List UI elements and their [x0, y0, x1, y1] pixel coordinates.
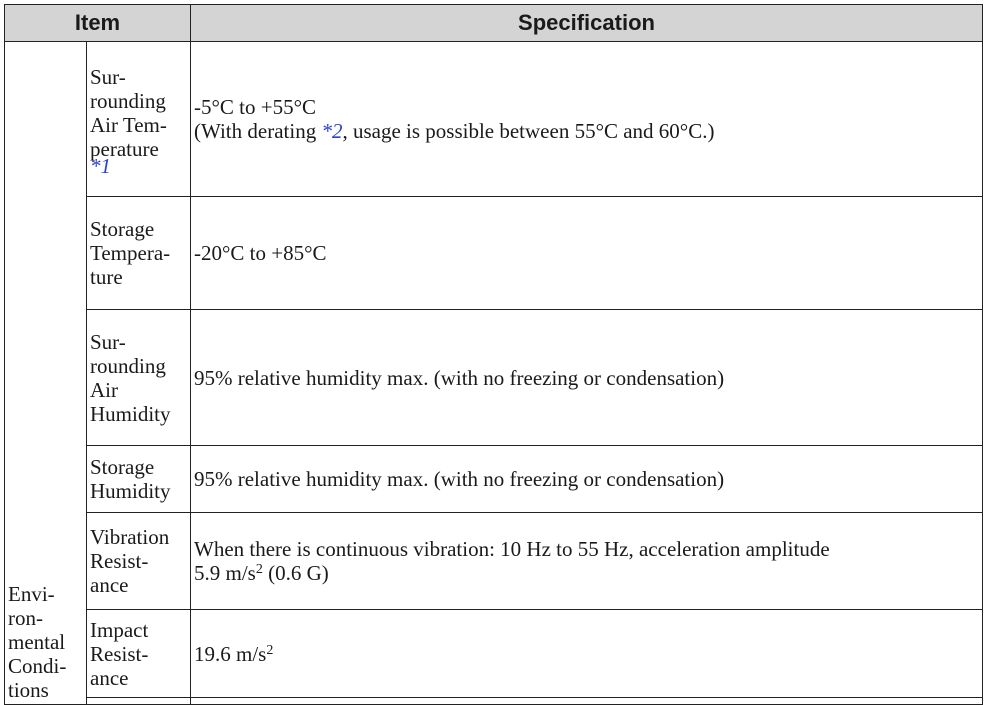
specification-table — [4, 4, 983, 705]
header-row — [5, 5, 983, 42]
table-row — [5, 197, 983, 310]
spec-surrounding-air-humidity: 95% relative humidity max. (with no freezing or condensation) — [191, 310, 983, 446]
header-item: Item — [5, 5, 191, 42]
header-specification: Specification — [191, 5, 983, 42]
spec-storage-temperature: -20°C to +85°C — [191, 197, 983, 310]
table-row — [5, 42, 983, 197]
table-row-continuation — [5, 698, 983, 705]
spec-vibration-resistance: When there is continuous vibration: 10 Hz to 55 Hz, acceleration amplitude 5.9 $m/s^2$ (0.6 G) — [191, 513, 983, 610]
group-environmental-conditions: Envi- ron- mental Condi- tions — [5, 42, 87, 705]
table-row — [5, 610, 983, 698]
item-storage-temperature: Storage Tempera- ture — [87, 197, 191, 310]
item-surrounding-air-temperature: Sur- rounding Air Tem- perature *1 — [87, 42, 191, 197]
table-row — [5, 513, 983, 610]
item-storage-humidity: Storage Humidity — [87, 446, 191, 513]
item-impact-resistance: Impact Resist- ance — [87, 610, 191, 698]
spec-surrounding-air-temperature: -5°C to +55°C (With derating *2, usage is possible between 55°C and 60°C.) — [191, 42, 983, 197]
footnote-link-2[interactable]: *2 — [321, 119, 343, 143]
item-vibration-resistance: Vibration Resist- ance — [87, 513, 191, 610]
spec-impact-resistance: 19.6 $m/s^2$ — [191, 610, 983, 698]
table-row — [5, 446, 983, 513]
item-surrounding-air-humidity: Sur- rounding Air Humidity — [87, 310, 191, 446]
footnote-link-1[interactable]: *1 — [90, 154, 111, 178]
spec-storage-humidity: 95% relative humidity max. (with no freezing or condensation) — [191, 446, 983, 513]
table-row — [5, 310, 983, 446]
